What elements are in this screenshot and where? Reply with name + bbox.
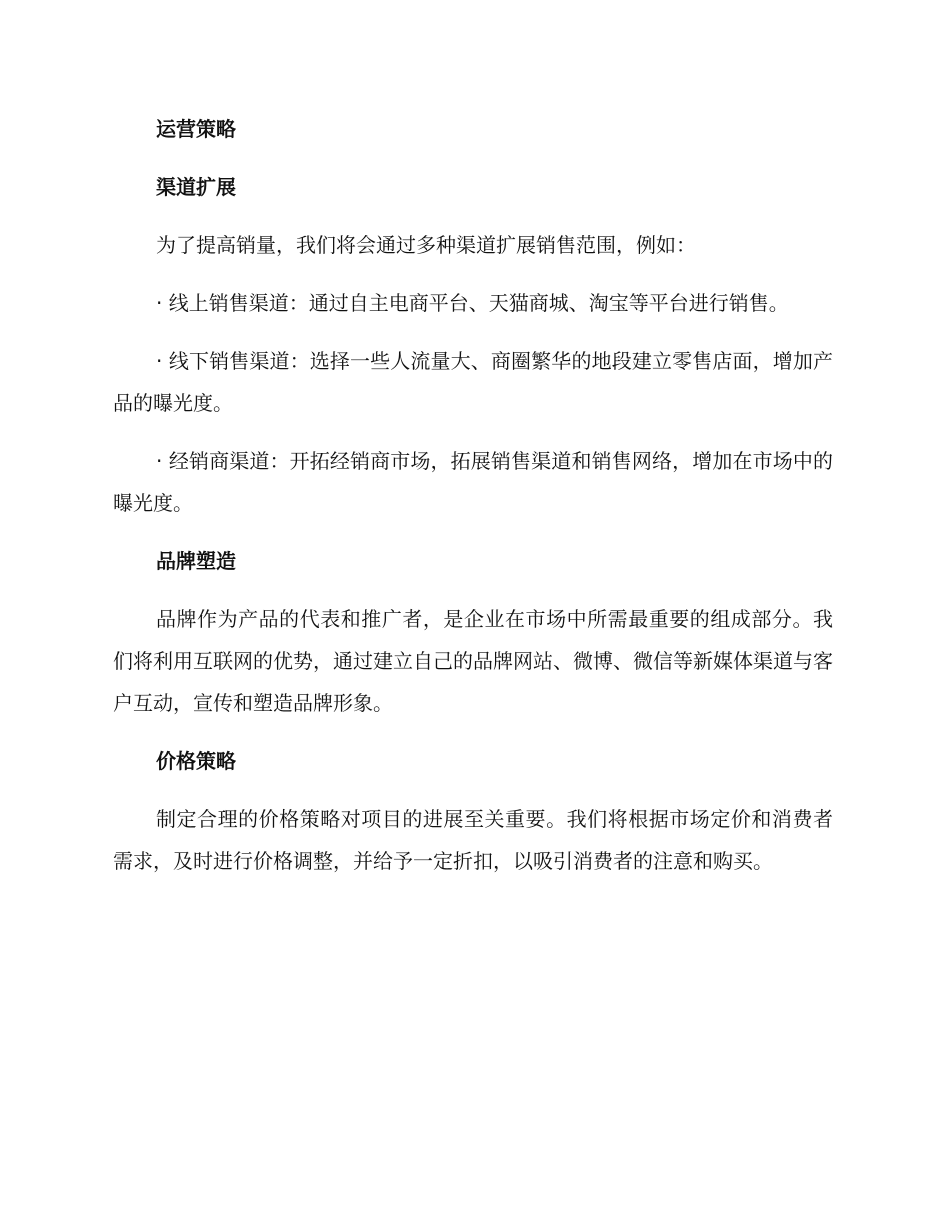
heading-brand-building: 品牌塑造 <box>156 549 236 573</box>
paragraph-channel-intro: 为了提高销量，我们将会通过多种渠道扩展销售范围，例如： <box>156 233 696 257</box>
bullet-offline-channel: · 线下销售渠道：选择一些人流量大、商圈繁华的地段建立零售店面，增加产品的曝光度。 <box>113 349 833 415</box>
heading-operations-strategy: 运营策略 <box>156 117 236 141</box>
bullet-distributor-channel: · 经销商渠道：开拓经销商市场，拓展销售渠道和销售网络，增加在市场中的曝光度。 <box>113 449 833 515</box>
heading-channel-expansion: 渠道扩展 <box>156 175 236 199</box>
heading-pricing-strategy: 价格策略 <box>156 749 236 773</box>
paragraph-brand-building: 品牌作为产品的代表和推广者，是企业在市场中所需最重要的组成部分。我们将利用互联网的优势，通过建立自己的品牌网站、微博、微信等新媒体渠道与客户互动，宣传和塑造品牌形象。 <box>113 607 833 715</box>
bullet-online-channel: · 线上销售渠道：通过自主电商平台、天猫商城、淘宝等平台进行销售。 <box>156 291 789 315</box>
document-body <box>113 108 833 898</box>
paragraph-pricing-strategy: 制定合理的价格策略对项目的进展至关重要。我们将根据市场定价和消费者需求，及时进行价格调整，并给予一定折扣，以吸引消费者的注意和购买。 <box>113 807 833 873</box>
